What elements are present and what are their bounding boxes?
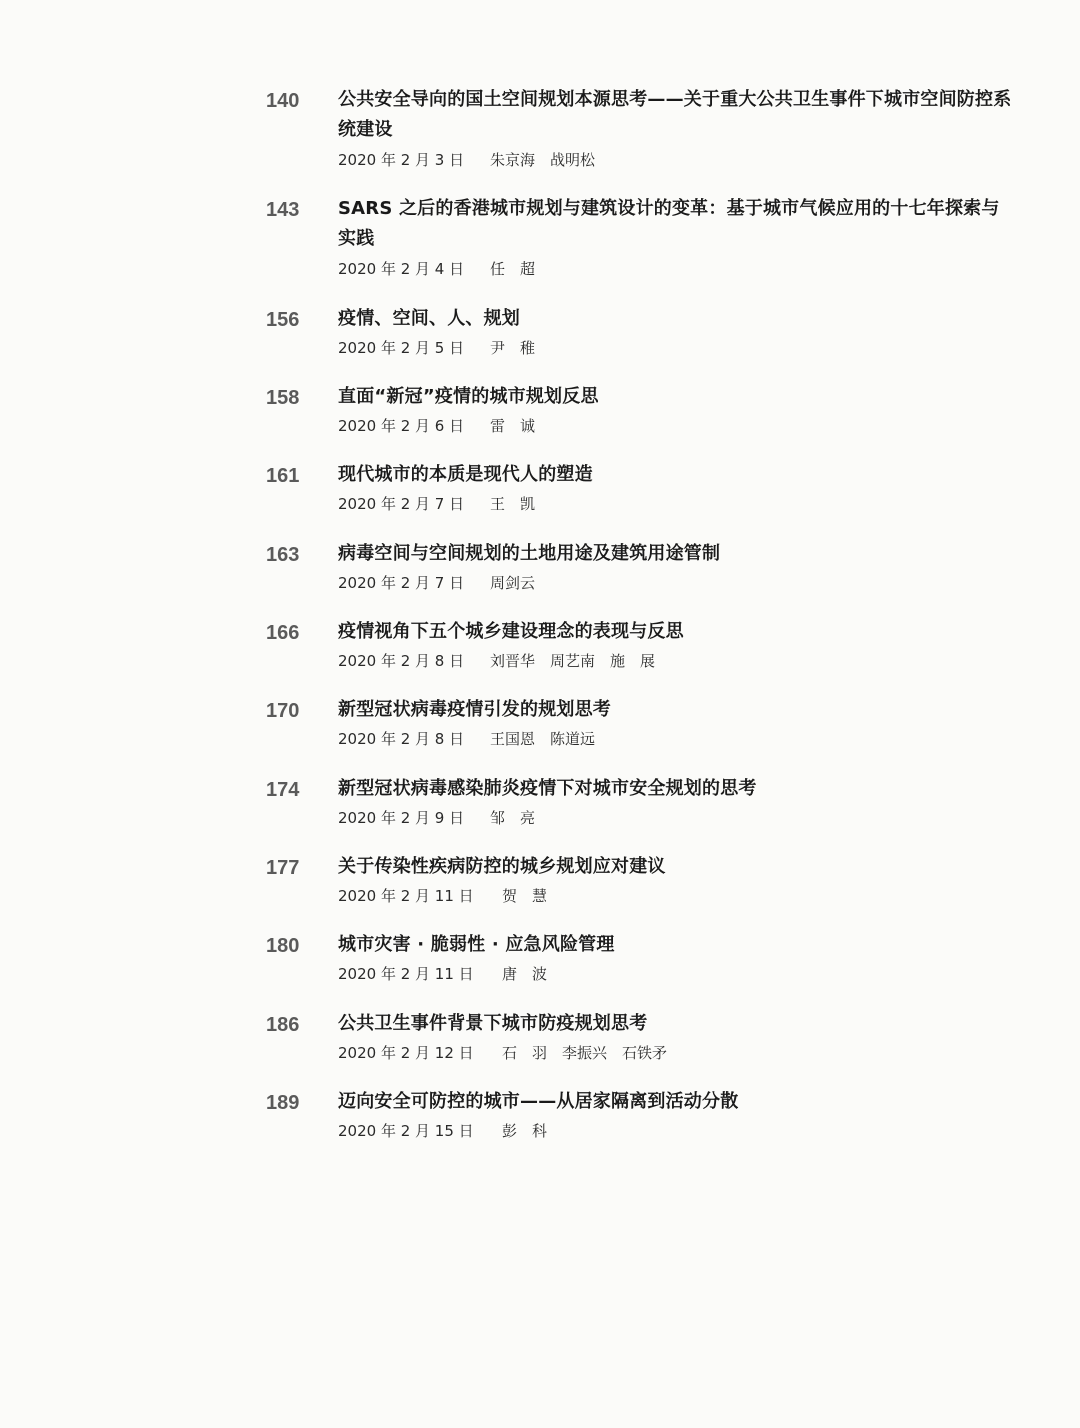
page-number: 189	[266, 1092, 300, 1114]
entry-meta	[338, 729, 595, 749]
entry-title: 直面“新冠”疫情的城市规划反思	[338, 386, 599, 407]
entry-authors: 雷 诚	[490, 417, 536, 435]
page-number: 143	[266, 199, 300, 221]
entry-title: 公共安全导向的国土空间规划本源思考——关于重大公共卫生事件下城市空间防控系统建设	[338, 89, 1012, 140]
entry-title: 病毒空间与空间规划的土地用途及建筑用途管制	[338, 543, 721, 564]
entry-authors: 王国恩 陈道远	[490, 730, 596, 748]
entry-authors: 朱京海 战明松	[490, 151, 596, 169]
entry-title: 城市灾害 · 脆弱性 · 应急风险管理	[338, 934, 615, 955]
entry-title: 疫情视角下五个城乡建设理念的表现与反思	[338, 621, 684, 642]
page-number: 177	[266, 857, 300, 879]
page-number: 170	[266, 700, 300, 722]
page-number: 156	[266, 309, 300, 331]
entry-date: 2020 年 2 月 8 日	[338, 730, 465, 748]
entry-date: 2020 年 2 月 15 日	[338, 1122, 474, 1140]
entry-meta	[338, 573, 535, 593]
entry-authors: 周剑云	[490, 574, 536, 592]
entry-date: 2020 年 2 月 12 日	[338, 1044, 474, 1062]
entry-date: 2020 年 2 月 9 日	[338, 809, 465, 827]
entry-date: 2020 年 2 月 7 日	[338, 574, 465, 592]
entry-date: 2020 年 2 月 6 日	[338, 417, 465, 435]
entry-date: 2020 年 2 月 4 日	[338, 260, 465, 278]
page-number: 174	[266, 779, 300, 801]
entry-meta	[338, 494, 535, 514]
entry-title: 关于传染性疾病防控的城乡规划应对建议	[338, 856, 666, 877]
page-number: 180	[266, 935, 300, 957]
entry-authors: 刘晋华 周艺南 施 展	[490, 652, 656, 670]
entry-meta	[338, 259, 535, 279]
page-number: 163	[266, 544, 300, 566]
entry-meta	[338, 416, 535, 436]
entry-title: 公共卫生事件背景下城市防疫规划思考	[338, 1013, 648, 1034]
entry-authors: 邹 亮	[490, 809, 536, 827]
entry-authors: 贺 慧	[502, 887, 548, 905]
entry-authors: 唐 波	[502, 965, 548, 983]
entry-title: 现代城市的本质是现代人的塑造	[338, 464, 593, 485]
entry-meta	[338, 808, 535, 828]
entry-date: 2020 年 2 月 11 日	[338, 965, 474, 983]
entry-date: 2020 年 2 月 8 日	[338, 652, 465, 670]
entry-meta	[338, 1121, 547, 1141]
entry-meta	[338, 338, 535, 358]
entry-authors: 彭 科	[502, 1122, 548, 1140]
entry-date: 2020 年 2 月 11 日	[338, 887, 474, 905]
entry-meta	[338, 1043, 667, 1063]
page-number: 166	[266, 622, 300, 644]
entry-date: 2020 年 2 月 3 日	[338, 151, 465, 169]
entry-authors: 石 羽 李振兴 石铁矛	[502, 1044, 668, 1062]
entry-date: 2020 年 2 月 5 日	[338, 339, 465, 357]
entry-date: 2020 年 2 月 7 日	[338, 495, 465, 513]
entry-meta	[338, 150, 595, 170]
entry-title: 新型冠状病毒疫情引发的规划思考	[338, 699, 611, 720]
entry-title: 疫情、空间、人、规划	[338, 308, 520, 329]
entry-title: SARS 之后的香港城市规划与建筑设计的变革：基于城市气候应用的十七年探索与实践	[338, 198, 1000, 249]
entry-title: 新型冠状病毒感染肺炎疫情下对城市安全规划的思考	[338, 778, 757, 799]
entry-meta	[338, 886, 547, 906]
entry-authors: 尹 稚	[490, 339, 536, 357]
entry-title: 迈向安全可防控的城市——从居家隔离到活动分散	[338, 1091, 739, 1112]
page-number: 158	[266, 387, 300, 409]
page-number: 140	[266, 90, 300, 112]
page-number: 161	[266, 465, 300, 487]
entry-authors: 任 超	[490, 260, 536, 278]
page-number: 186	[266, 1014, 300, 1036]
entry-meta	[338, 651, 655, 671]
entry-authors: 王 凯	[490, 495, 536, 513]
entry-meta	[338, 964, 547, 984]
